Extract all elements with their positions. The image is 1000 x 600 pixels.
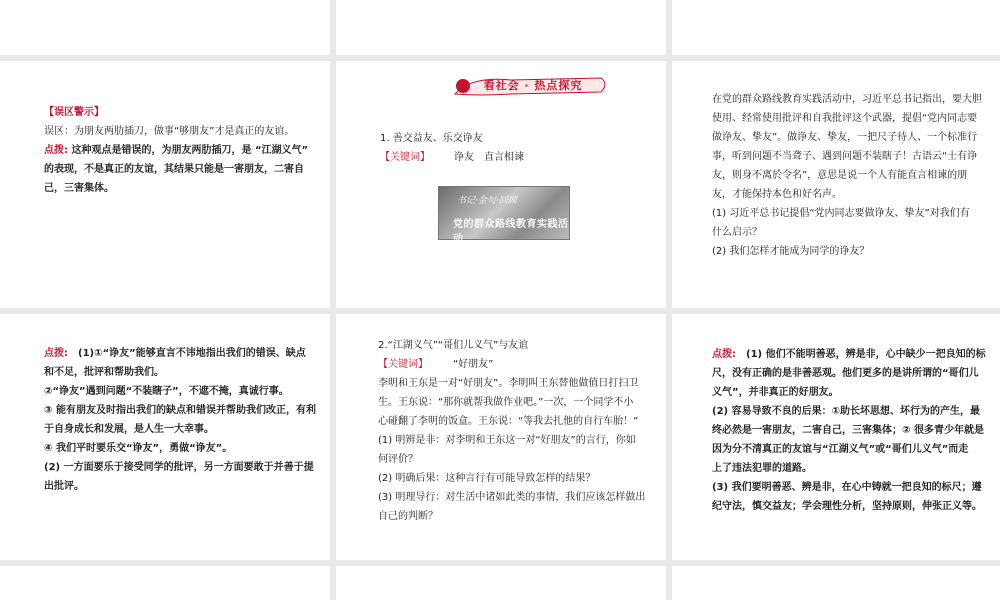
answer-line: 终必然是一害朋友，二害自己，三害集体；② 很多青少年就是 [712, 425, 984, 436]
keywords: 诤友 直言相谏 [454, 152, 524, 163]
slide-7-text [44, 344, 324, 496]
keywords: “好朋友” [423, 359, 494, 370]
answer-line: ②“诤友”遇到问题“不装瞎子”，不遮不掩，真诚行事。 [44, 386, 289, 397]
question-line: (2) 我们怎样才能成为同学的诤友？ [712, 246, 870, 257]
banner-title: 看社会 · 热点探究 [483, 79, 583, 92]
question-line: (2) 明确后果：这种言行有可能导致怎样的结果？ [378, 473, 596, 484]
question-line: 什么启示？ [712, 227, 762, 238]
question-line: (3) 明理导行：对生活中诸如此类的事情，我们应该怎样做出 [378, 492, 646, 503]
question-line: (1) 明辨是非：对李明和王东这一对“好朋友”的言行，你如 [378, 435, 636, 446]
slide-9-text [712, 345, 997, 516]
item-title: 2.“江湖义气”“哥们儿义气”与友谊 [378, 340, 529, 351]
mistake-warning-heading: 【误区警示】 [44, 107, 104, 118]
question-line: (1) 习近平总书记提倡“党内同志要做诤友、挚友”对我们有 [712, 208, 970, 219]
answer-line: 义气”，并非真正的好朋友。 [712, 387, 839, 398]
question-line: 自己的判断？ [378, 511, 438, 522]
slide-thumbnail-11[interactable] [336, 566, 666, 600]
case-line: 李明和王东是一对“好朋友”。李明叫王东替他做值日打扫卫 [378, 378, 639, 389]
paragraph-line: 使用、经常使用批评和自我批评这个武器，提倡“党内同志要 [712, 113, 978, 124]
tip-label: 点拨: [44, 145, 68, 156]
keyword-label: 【关键词】 [380, 152, 430, 163]
answer-line: (3) 我们要明善恶、辨是非，在心中铸就一把良知的标尺；遵 [712, 482, 982, 493]
image-caption-top: 书记·金句·回顾 [457, 196, 517, 206]
image-caption-main: 党的群众路线教育实践活动 [453, 219, 569, 245]
tip-text: 的表现，不是真正的友谊，其结果只能是一害朋友，二害自 [44, 164, 304, 175]
tip-label: 点拨: [712, 349, 736, 360]
answer-line: ③ 能有朋友及时指出我们的缺点和错误并帮助我们改正，有利 [44, 405, 316, 416]
paragraph-line: 事，听到问题不当聋子、遇到问题不装瞎子！古语云“士有诤 [712, 151, 978, 162]
case-line: 心碰翻了李明的饭盒。王东说：“等我去扎他的自行车胎！” [378, 416, 639, 427]
case-line: 生。王东说：“那你就帮我做作业吧。”一次，一个同学不小 [378, 397, 634, 408]
answer-line: (2) 容易导致不良的后果：①助长坏思想、坏行为的产生，最 [712, 406, 981, 417]
slide-thumbnail-7[interactable] [0, 314, 330, 560]
answer-line: 上了违法犯罪的道路。 [712, 463, 812, 474]
slide-thumbnail-2[interactable] [336, 0, 666, 55]
slide-thumbnail-9[interactable] [672, 314, 1000, 560]
keyword-label: 【关键词】 [378, 359, 423, 370]
paragraph-line: 在党的群众路线教育实践活动中，习近平总书记指出，要大胆 [712, 94, 982, 105]
slide-5-text [380, 129, 650, 167]
section-banner [451, 74, 611, 98]
slide-6-text [712, 90, 997, 261]
paragraph-line: 友，则身不离於令名”，意思是说一个人有能直言相谏的朋 [712, 170, 968, 181]
answer-line: (1) 他们不能明善恶，辨是非，心中缺少一把良知的标 [736, 349, 986, 360]
answer-line: 尺，没有正确的是非善恶观。他们更多的是讲所谓的“哥们儿 [712, 368, 979, 379]
tip-text: 己，三害集体。 [44, 183, 114, 194]
tip-text: 这种观点是错误的，为朋友两肋插刀，是 “江湖义气” [68, 145, 309, 156]
mistake-statement: 误区：为朋友两肋插刀，做事“够朋友”才是真正的友谊。 [44, 126, 295, 137]
answer-line: 出批评。 [44, 481, 84, 492]
slide-thumbnail-10[interactable] [0, 566, 330, 600]
slide-8-text [378, 336, 660, 526]
answer-line: 纪守法，慎交益友；学会理性分析，坚持原则，伸张正义等。 [712, 501, 982, 512]
answer-line: (2) 一方面要乐于接受同学的批评，另一方面要敢于并善于提 [44, 462, 314, 473]
slide-thumbnail-1[interactable] [0, 0, 330, 55]
item-title: 1. 善交益友、乐交诤友 [380, 133, 483, 144]
campaign-image [438, 186, 570, 245]
slide-thumbnail-4[interactable] [0, 61, 330, 308]
slide-thumbnail-12[interactable] [672, 566, 1000, 600]
slide-thumbnail-6[interactable] [672, 61, 1000, 308]
slide-thumbnail-5[interactable] [336, 61, 666, 308]
answer-line: 因为分不清真正的友谊与“江湖义气”或“哥们儿义气”而走 [712, 444, 969, 455]
slide-4-text [44, 103, 324, 198]
answer-line: (1)①“诤友”能够直言不讳地指出我们的错误、缺点 [68, 348, 306, 359]
question-line: 何评价？ [378, 454, 418, 465]
answer-line: ④ 我们平时要乐交“诤友”，勇做“诤友”。 [44, 443, 233, 454]
paragraph-line: 做诤友、挚友”。做诤友、挚友，一把尺子待人、一个标准行 [712, 132, 978, 143]
answer-line: 和不足，批评和帮助我们。 [44, 367, 164, 378]
paragraph-line: 友，才能保持本色和好名声。 [712, 189, 842, 200]
tip-label: 点拨: [44, 348, 68, 359]
slide-thumbnail-3[interactable] [672, 0, 1000, 55]
slide-thumbnail-8[interactable] [336, 314, 666, 560]
answer-line: 于自身成长和发展，是人生一大幸事。 [44, 424, 214, 435]
